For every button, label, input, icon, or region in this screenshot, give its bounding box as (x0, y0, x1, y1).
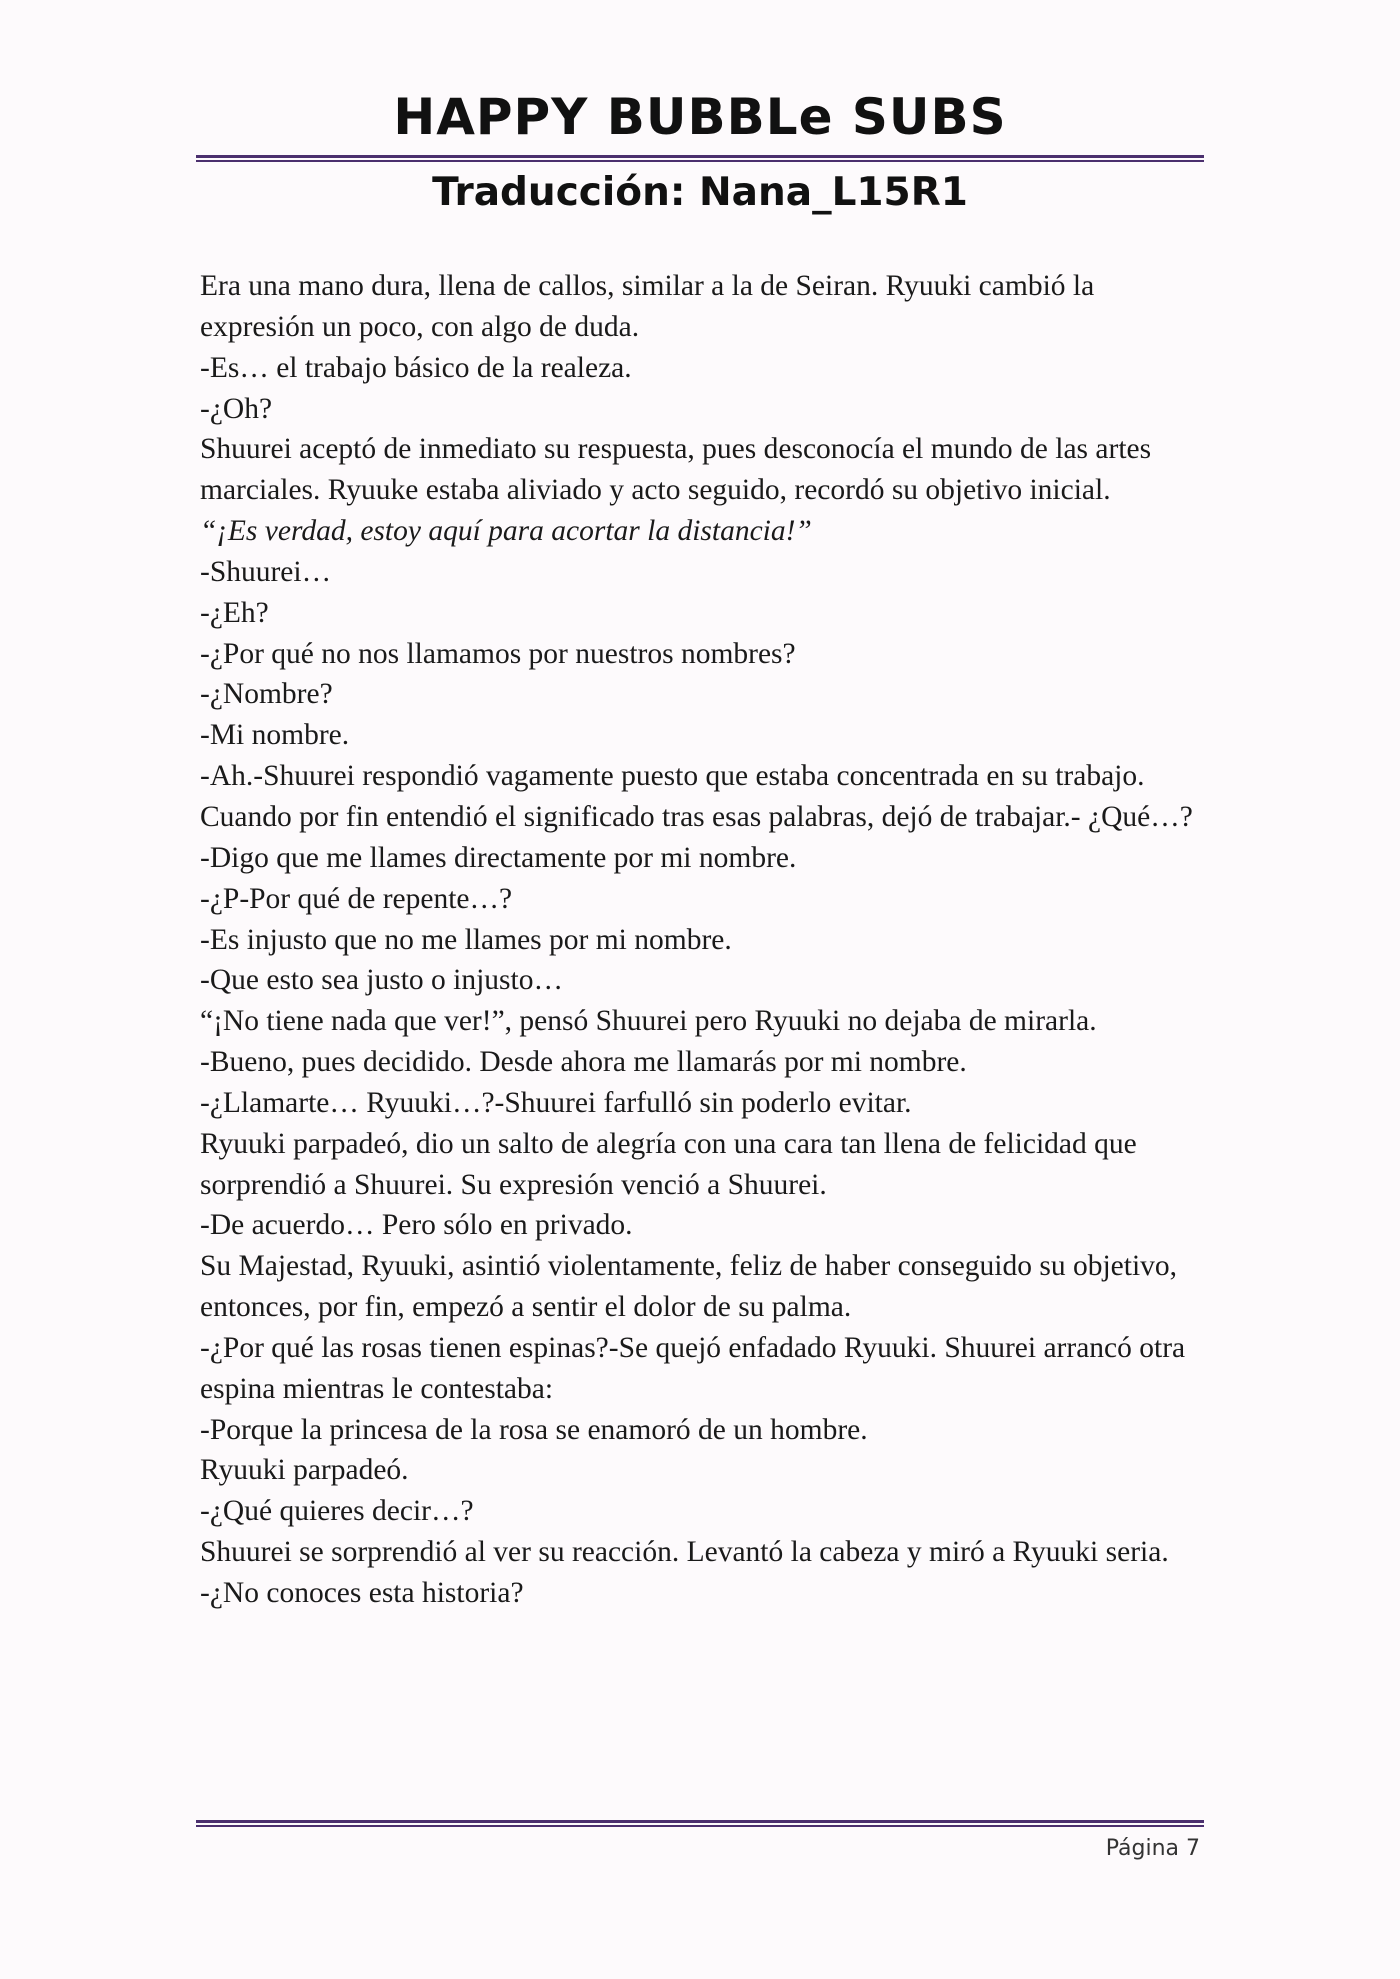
paragraph: -Que esto sea justo o injusto… (200, 964, 563, 997)
paragraph: -Porque la princesa de la rosa se enamoró de un hombre. (200, 1413, 868, 1446)
header-divider (196, 155, 1204, 158)
paragraph: -Mi nombre. (200, 719, 350, 752)
paragraph: -Ah.-Shuurei respondió vagamente puesto que estaba concentrada en su trabajo. Cuando por fin entendió el significado tras esas palabras, dejó de trabajar.- ¿Qué…? (200, 760, 1193, 833)
paragraph: -Digo que me llames directamente por mi nombre. (200, 841, 797, 874)
paragraph: -Es… el trabajo básico de la realeza. (200, 351, 632, 384)
paragraph: -¿Oh? (200, 392, 273, 425)
paragraph: -¿Qué quieres decir…? (200, 1495, 474, 1528)
paragraph: Su Majestad, Ryuuki, asintió violentamente, feliz de haber conseguido su objetivo, entonces, por fin, empezó a sentir el dolor de su palma. (200, 1250, 1178, 1324)
paragraph: -Es injusto que no me llames por mi nombre. (200, 923, 732, 956)
paragraph: Era una mano dura, llena de callos, similar a la de Seiran. Ryuuki cambió la expresión un poco, con algo de duda. (200, 270, 1095, 343)
paragraph: -¿Eh? (200, 596, 269, 629)
paragraph: -¿P-Por qué de repente…? (200, 882, 513, 915)
thought-paragraph: “¡Es verdad, estoy aquí para acortar la distancia!” (200, 515, 812, 548)
paragraph: Ryuuki parpadeó. (200, 1454, 409, 1487)
page-number: Página 7 (1105, 1836, 1200, 1861)
paragraph: Shuurei aceptó de inmediato su respuesta, pues desconocía el mundo de las artes marciales. Ryuuke estaba aliviado y acto seguido, recordó su objetivo inicial. (200, 433, 1152, 507)
header-divider-secondary (196, 160, 1204, 162)
translator-credit: Traducción: Nana_L15R1 (432, 170, 968, 215)
header-title: HAPPY BUBBLe SUBS (393, 88, 1007, 146)
paragraph: Shuurei se sorprendió al ver su reacción. Levantó la cabeza y miró a Ryuuki seria. (200, 1536, 1169, 1569)
paragraph: -Shuurei… (200, 555, 332, 588)
body-text (200, 266, 1210, 1614)
footer-divider-secondary (196, 1825, 1204, 1827)
paragraph: -Bueno, pues decidido. Desde ahora me llamarás por mi nombre. (200, 1046, 967, 1079)
paragraph: -¿Por qué las rosas tienen espinas?-Se quejó enfadado Ryuuki. Shuurei arrancó otra espina mientras le contestaba: (200, 1331, 1186, 1405)
paragraph: Ryuuki parpadeó, dio un salto de alegría con una cara tan llena de felicidad que sorprendió a Shuurei. Su expresión venció a Shuurei. (200, 1127, 1137, 1201)
footer-divider (196, 1820, 1204, 1823)
paragraph: -¿No conoces esta historia? (200, 1577, 524, 1609)
paragraph: “¡No tiene nada que ver!”, pensó Shuurei pero Ryuuki no dejaba de mirarla. (200, 1005, 1097, 1038)
paragraph: -¿Por qué no nos llamamos por nuestros nombres? (200, 637, 796, 670)
paragraph: -¿Llamarte… Ryuuki…?-Shuurei farfulló sin poderlo evitar. (200, 1086, 912, 1119)
paragraph: -De acuerdo… Pero sólo en privado. (200, 1209, 633, 1242)
paragraph: -¿Nombre? (200, 678, 333, 711)
